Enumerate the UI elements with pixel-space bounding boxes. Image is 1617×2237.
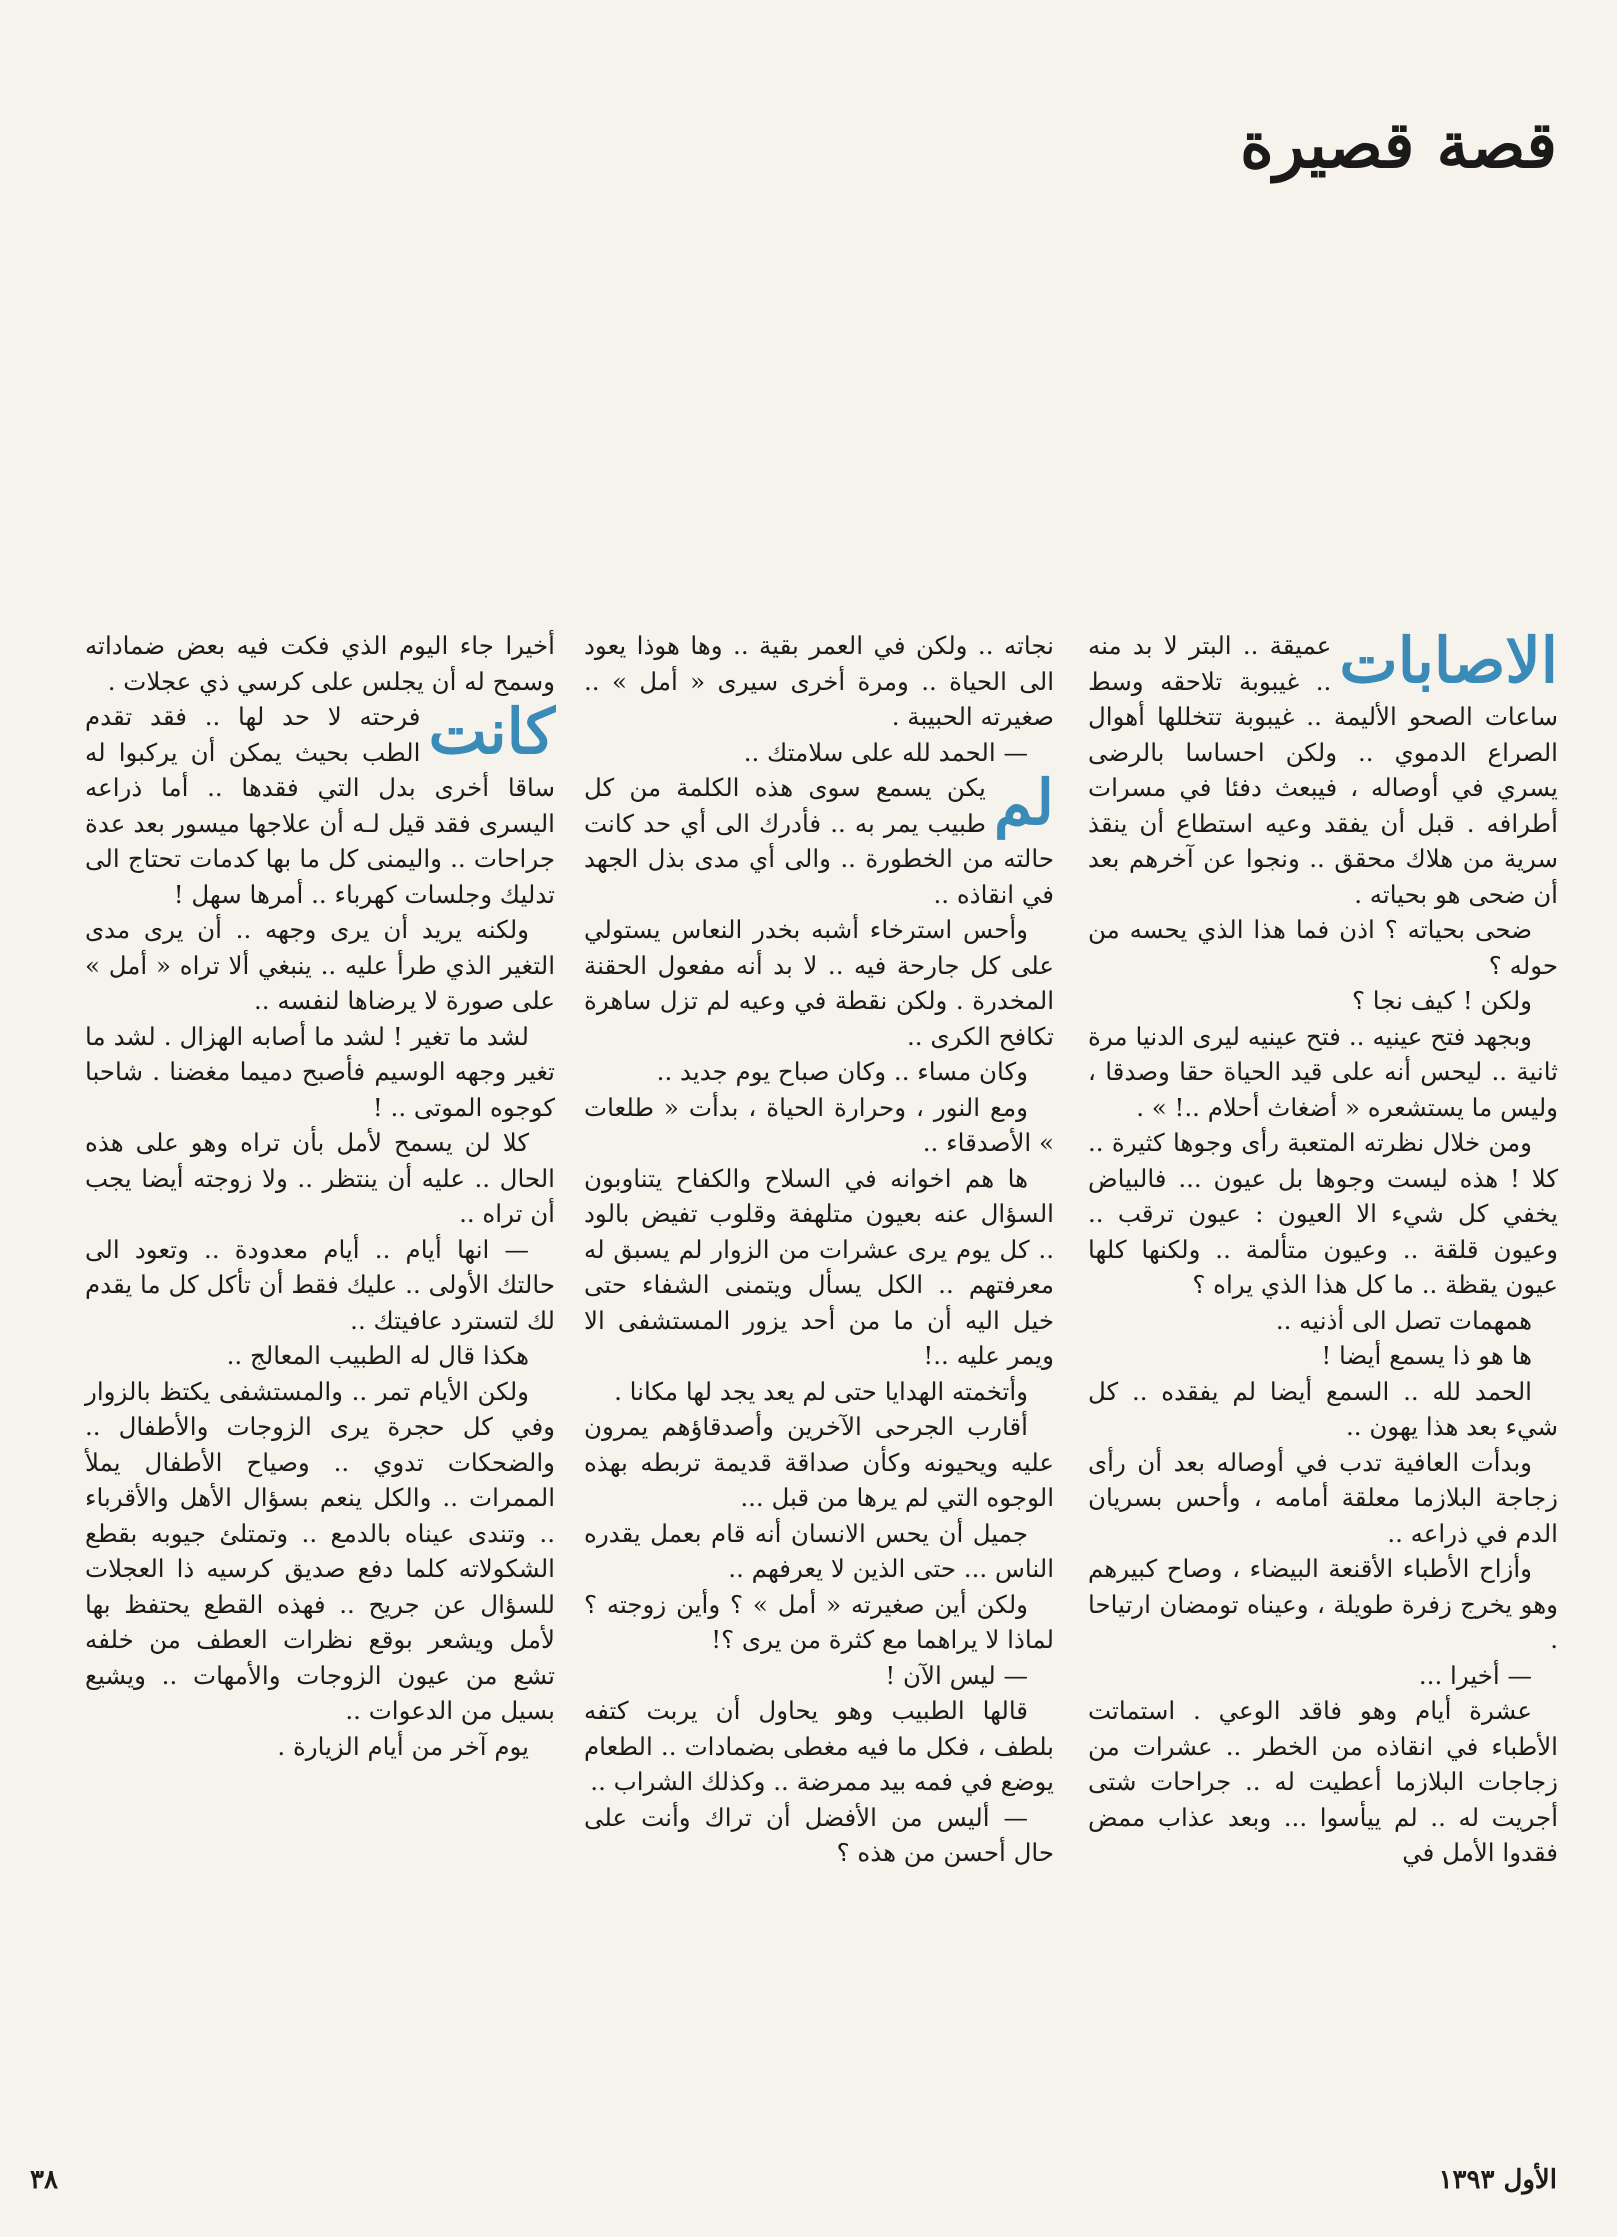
paragraph: فرحته لا حد لها .. فقد تقدم الطب بحيث يمكن أن يركبوا له ساقا أخرى بدل التي فقدها .. أما ذراعه اليسرى فقد قيل لـه أن علاجها ميسور بعد عدة جراحات .. واليمنى كل ما بها كدمات تحتاج الى تدليك وجلسات كهرباء .. أمرها سهل ! [85, 702, 555, 909]
page-number: ٣٨ [30, 2165, 58, 2195]
paragraph: ومع النور ، وحرارة الحياة ، بدأت « طلعات » الأصدقاء .. [584, 1092, 1054, 1157]
paragraph: — ليس الآن ! [885, 1660, 1028, 1690]
paragraph: ولكن الأيام تمر .. والمستشفى يكتظ بالزوار وفي كل حجرة يرى الزوجات والأطفال .. والضحكات تدوي .. وصياح الأطفال يملأ الممرات .. والكل ينعم بسؤال الأهل والأقرباء .. وتندى عيناه بالدمع .. وتمتلئ جيوبه بقطع الشكولاته كلما دفع صديق كرسيه ذا العجلات للسؤال عن جريح .. فهذه القطع يحتفظ بها لأمل ويشعر بوقع نظرات العطف من خلفه تشع من عيون الزوجات والأمهات .. ويشيع بسيل من الدعوات .. [85, 1376, 555, 1725]
paragraph: وأزاح الأطباء الأقنعة البيضاء ، وصاح كبيرهم وهو يخرج زفرة طويلة ، وعيناه تومضان ارتياحا . [1088, 1554, 1558, 1654]
paragraph: أقارب الجرحى الآخرين وأصدقاؤهم يمرون عليه ويحيونه وكأن صداقة قديمة تربطه بهذه الوجوه التي لم يرها من قبل ... [584, 1412, 1054, 1512]
paragraph: همهمات تصل الى أذنيه .. [1275, 1305, 1532, 1335]
paragraph: يكن يسمع سوى هذه الكلمة من كل طبيب يمر به .. فأدرك الى أي حد كانت حالته من الخطورة .. والى أي مدى بذل الجهد في انقاذه .. [584, 773, 1054, 909]
decorative-initial-word: كانت [428, 695, 555, 768]
paragraph: ولكن أين صغيرته « أمل » ؟ وأين زوجته ؟ لماذا لا يراهما مع كثرة من يرى ؟! [584, 1589, 1054, 1654]
paragraph: ولكنه يريد أن يرى وجهه .. أن يرى مدى التغير الذي طرأ عليه .. ينبغي ألا تراه « أمل » على صورة لا يرضاها لنفسه .. [85, 915, 555, 1015]
paragraph: ضحى بحياته ؟ اذن فما هذا الذي يحسه من حوله ؟ [1088, 915, 1558, 980]
paragraph: هكذا قال له الطبيب المعالج .. [226, 1341, 529, 1370]
article-column-1 [1088, 624, 1558, 1871]
paragraph: — انها أيام .. أيام معدودة .. وتعود الى حالتك الأولى .. عليك فقط أن تأكل كل ما يقدم لك لتسترد عافيتك .. [85, 1234, 555, 1335]
paragraph: وأحس استرخاء أشبه بخدر النعاس يستولي على كل جارحة فيه .. لا بد أنه مفعول الحقنة المخدرة . ولكن نقطة في وعيه لم تزل ساهرة تكافح الكرى .. [584, 915, 1054, 1051]
paragraph: وبجهد فتح عينيه .. فتح عينيه ليرى الدنيا مرة ثانية .. ليحس أنه على قيد الحياة حقا وصدقا ، وليس ما يستشعره « أضغاث أحلام ..! » . [1088, 1021, 1558, 1122]
paragraph: يوم آخر من أيام الزيارة . [277, 1731, 529, 1761]
decorative-initial-word: الاصابات [1339, 624, 1558, 697]
paragraph: — أخيرا ... [1418, 1660, 1532, 1690]
paragraph: ومن خلال نظرته المتعبة رأى وجوها كثيرة .. كلا ! هذه ليست وجوها بل عيون ... فالبياض يخفي كل شيء الا العيون : عيون ترقب .. وعيون قلقة .. وعيون متألمة .. ولكنها كلها عيون يقظة .. ما كل هذا الذي يراه ؟ [1088, 1128, 1558, 1299]
paragraph: ولكن ! كيف نجا ؟ [1352, 986, 1532, 1015]
section-title: قصة قصيرة [1240, 108, 1557, 183]
paragraph: كلا لن يسمح لأمل بأن تراه وهو على هذه الحال .. عليه أن ينتظر .. ولا زوجته أيضا يجب أن تراه .. [85, 1128, 555, 1228]
issue-date: الأول ١٣٩٣ [1438, 2165, 1557, 2195]
paragraph: لشد ما تغير ! لشد ما أصابه الهزال . لشد ما تغير وجهه الوسيم فأصبح دميما مغضنا . شاحبا كوجوه الموتى .. ! [85, 1021, 555, 1122]
article-column-3 [85, 628, 555, 1764]
paragraph: وأتخمته الهدايا حتى لم يعد يجد لها مكانا . [614, 1376, 1028, 1406]
decorative-initial-word: لم [993, 766, 1054, 839]
paragraph: — الحمد لله على سلامتك .. [743, 737, 1028, 767]
paragraph: عشرة أيام وهو فاقد الوعي . استماتت الأطباء في انقاذه من الخطر .. عشرات من زجاجات البلازما أعطيت له .. جراحات شتى أجريت له .. لم ييأسوا ... وبعد عذاب ممض فقدوا الأمل في [1088, 1696, 1558, 1867]
paragraph: وبدأت العافية تدب في أوصاله بعد أن رأى زجاجة البلازما معلقة أمامه ، وأحس بسريان الدم في ذراعه .. [1088, 1447, 1558, 1548]
article-column-2 [584, 628, 1054, 1871]
paragraph: ها هم اخوانه في السلاح والكفاح يتناوبون السؤال عنه بعيون متلهفة وقلوب تفيض بالود .. كل يوم يرى عشرات من الزوار لم يسبق له معرفتهم .. الكل يسأل ويتمنى الشفاء حتى خيل اليه أن ما من أحد يزور المستشفى الا ويمر عليه ..! [584, 1163, 1054, 1370]
paragraph: قالها الطبيب وهو يحاول أن يربت كتفه بلطف ، فكل ما فيه مغطى بضمادات .. الطعام يوضع في فمه بيد ممرضة .. وكذلك الشراب .. [584, 1696, 1054, 1796]
paragraph: ها هو ذا يسمع أيضا ! [1321, 1341, 1532, 1370]
paragraph: عميقة .. البتر لا بد منه .. غيبوبة تلاحقه وسط ساعات الصحو الأليمة .. غيبوبة تتخللها أهوال الصراع الدموي .. ولكن احساسا بالرضى يسري في أوصاله ، فيبعث دفئا في مسرات أطرافه . قبل أن يفقد وعيه استطاع أن ينقذ سرية من هلاك محقق .. ونجوا عن آخرهم بعد أن ضحى هو بحياته . [1088, 631, 1558, 909]
paragraph: نجاته .. ولكن في العمر بقية .. وها هوذا يعود الى الحياة .. ومرة أخرى سيرى « أمل » .. صغيرته الحبيبة . [584, 631, 1054, 731]
paragraph: أخيرا جاء اليوم الذي فكت فيه بعض ضماداته وسمح له أن يجلس على كرسي ذي عجلات . [85, 631, 555, 696]
paragraph: — أليس من الأفضل أن تراك وأنت على حال أحسن من هذه ؟ [584, 1802, 1054, 1867]
paragraph: الحمد لله .. السمع أيضا لم يفقده .. كل شيء بعد هذا يهون .. [1088, 1376, 1558, 1441]
paragraph: وكان مساء .. وكان صباح يوم جديد .. [656, 1057, 1028, 1086]
paragraph: جميل أن يحس الانسان أنه قام بعمل يقدره الناس ... حتى الذين لا يعرفهم .. [584, 1518, 1054, 1583]
